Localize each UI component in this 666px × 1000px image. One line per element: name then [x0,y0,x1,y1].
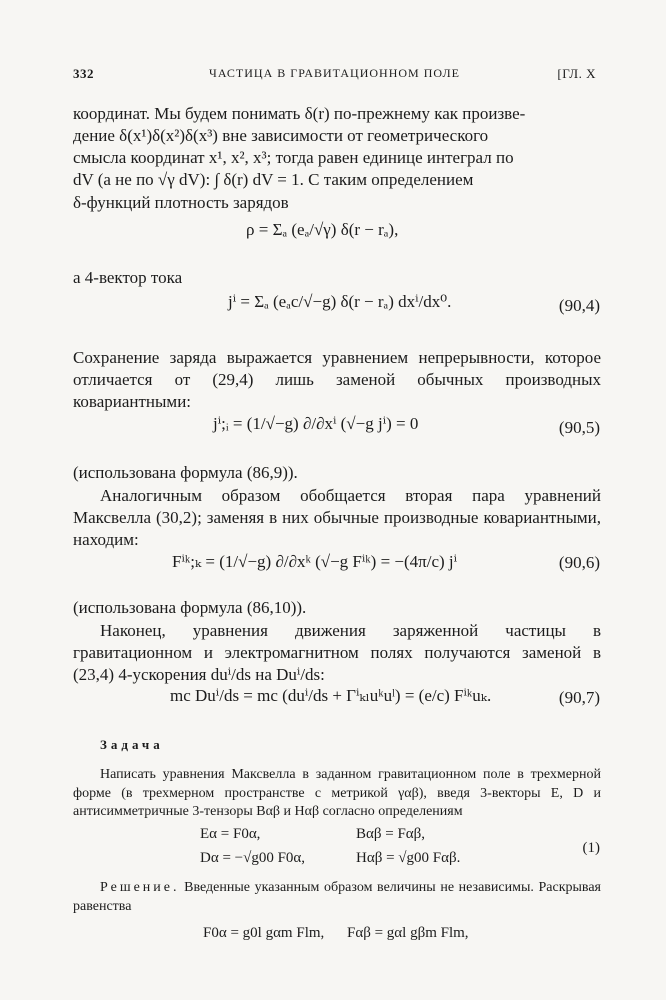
paragraph: Сохранение заряда выражается уравнением непрерывности, которое отличается от (29,4) лишь заменой обычных производных ковариантными: [73,348,601,412]
text-line: (использована формула (86,10)). [73,598,307,617]
equation-number: (90,4) [558,296,600,315]
text-line: координат. Мы будем понимать δ(r) по-прежнему как произве- [73,104,526,123]
paragraph: Наконец, уравнения движения заряженной частицы в гравитационном и электромагнитном полях получаются заменой в (23,4) 4-ускорения duⁱ/ds на Duⁱ/ds: [73,621,601,685]
equation-motion: mc Duⁱ/ds = mc (duⁱ/ds + Γⁱₖₗuᵏuˡ) = (e/c) Fⁱᵏuₖ. [170,686,492,705]
equation-continuity: jⁱ;ᵢ = (1/√−g) ∂/∂xⁱ (√−g jⁱ) = 0 [213,414,419,433]
task-eq-H: Hαβ = √g00 Fαβ. [356,850,461,866]
paragraph: Аналогичным образом обобщается вторая пара уравнений Максвелла (30,2); заменяя в них обычные производные ковариантными, находим: [73,486,601,550]
task-text: Написать уравнения Максвелла в заданном гравитационном поле в трехмерной форме (в трехмерном пространстве с метрикой γαβ), введя 3-векторы E, D и антисимметричные 3-тензоры Bαβ и Hαβ согласно определениям [73,767,601,819]
task-heading: Задача [100,737,164,752]
task-eq-D: Dα = −√g00 F0α, [200,850,306,866]
task-eq-Fab: Fαβ = gαl gβm Flm, [347,925,469,941]
text-line: (использована формула (86,9)). [73,463,298,482]
text-line: dV (а не по √γ dV): ∫ δ(r) dV = 1. С таким определением [73,170,474,189]
text-line: смысла координат x¹, x², x³; тогда равен единице интеграл по [73,148,514,167]
equation-maxwell: Fⁱᵏ;ₖ = (1/√−g) ∂/∂xᵏ (√−g Fⁱᵏ) = −(4π/c) jⁱ [172,552,458,571]
equation-number: (90,7) [558,688,600,707]
equation-number: (1) [582,840,600,856]
solution-label: Решение. [100,880,180,895]
chapter-ref: [ГЛ. X [557,66,596,81]
solution-text: Введенные указанным образом величины не независимы. Раскрывая равенства [73,880,602,914]
solution-block [73,879,601,916]
running-header [73,66,596,88]
text-line: дение δ(x¹)δ(x²)δ(x³) вне зависимости от геометрического [73,126,489,145]
equation-rho: ρ = Σₐ (eₐ/√γ) δ(r − rₐ), [246,220,399,239]
task-eq-E: Eα = F0α, [200,826,261,842]
text-line: а 4-вектор тока [73,268,183,287]
chapter-title: ЧАСТИЦА В ГРАВИТАЦИОННОМ ПОЛЕ [209,66,460,80]
text-line: δ-функций плотность зарядов [73,193,289,212]
equation-number: (90,5) [558,418,600,437]
page-number: 332 [73,66,94,81]
equation-current: jⁱ = Σₐ (eₐc/√−g) δ(r − rₐ) dxⁱ/dx⁰. [228,292,452,311]
equation-number: (90,6) [558,553,600,572]
task-eq-F0a: F0α = g0l gαm Flm, [203,925,325,941]
task-eq-B: Bαβ = Fαβ, [356,826,426,842]
